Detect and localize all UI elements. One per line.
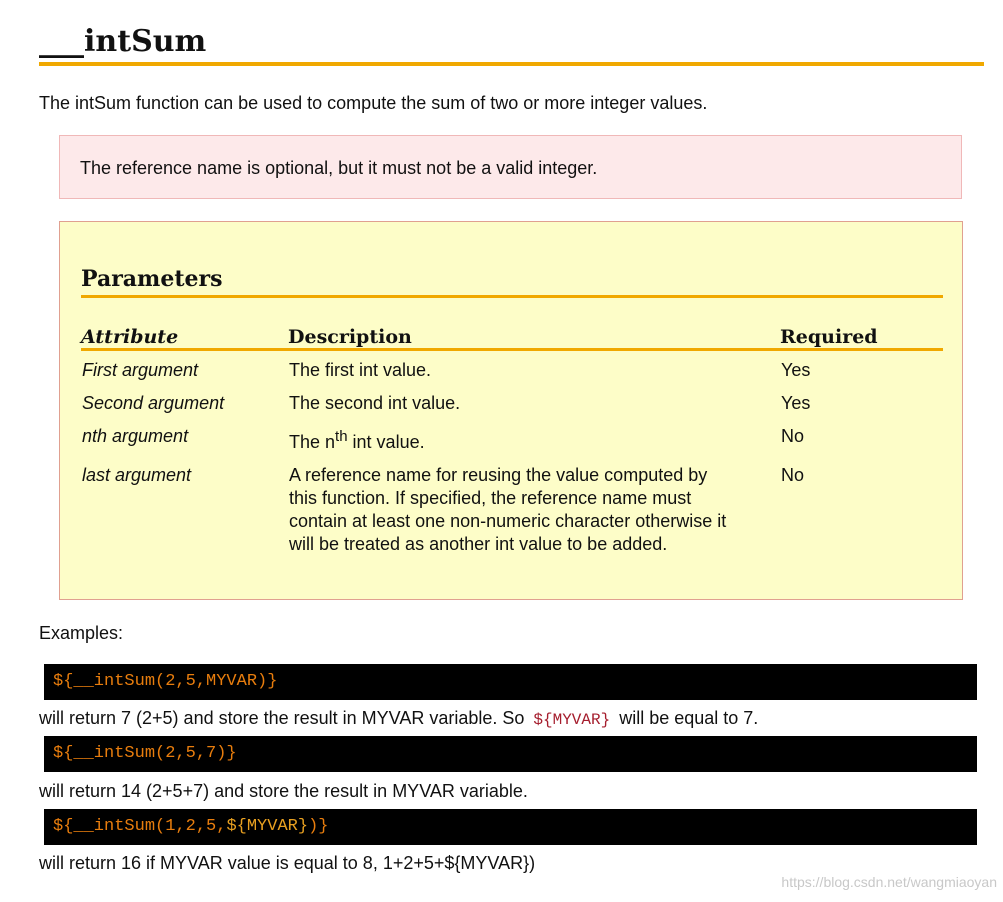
column-header-attribute: Attribute [81,320,288,350]
example-3-result: will return 16 if MYVAR value is equal to 8, 1+2+5+${MYVAR}) [39,853,536,873]
title-underline [39,62,984,66]
parameters-heading: Parameters [81,266,223,292]
row-attribute: Second argument [82,393,225,413]
row-attribute: last argument [82,465,192,485]
example-1-result [39,705,758,733]
column-header-description: Description [288,320,780,350]
row-attribute: First argument [82,360,199,380]
note-text: The reference name is optional, but it must not be a valid integer. [80,158,598,178]
code-example-3 [44,809,977,845]
watermark: https://blog.csdn.net/wangmiaoyan [781,874,997,890]
table-row [81,456,943,558]
note-box [59,135,962,199]
row-attribute: nth argument [82,426,189,446]
row-description-post: int value. [347,432,425,452]
code-text: ${__intSum(2,5,MYVAR)} [53,672,278,691]
result-text: will return 7 (2+5) and store the result in MYVAR variable. So [39,708,530,728]
code-text: ${__intSum(1,2,5, [53,817,227,836]
row-description-pre: The n [289,432,336,452]
row-description [288,417,780,456]
row-description: The first int value. [289,360,432,380]
inline-code: ${MYVAR} [533,711,611,729]
row-description-superscript: th [335,428,348,445]
example-2-result: will return 14 (2+5+7) and store the result in MYVAR variable. [39,781,528,801]
row-description: A reference name for reusing the value computed by this function. If specified, the reference name must contain at least one non-numeric character otherwise it will be treated as another int value to be added. [289,465,727,554]
code-example-1 [44,664,977,700]
row-required: No [781,426,805,446]
intro-text: The intSum function can be used to compute the sum of two or more integer values. [39,93,708,113]
code-variable: ${MYVAR} [226,817,309,836]
row-description: The second int value. [289,393,461,413]
table-header-row [81,320,943,350]
row-required: Yes [781,360,811,380]
result-text: will be equal to 7. [614,708,759,728]
code-example-2 [44,736,977,772]
row-required: No [781,465,805,485]
parameters-underline [81,295,943,298]
page-title: ___intSum [39,24,207,59]
table-row [81,350,943,385]
row-required: Yes [781,393,811,413]
code-text: ${__intSum(2,5,7)} [53,744,237,763]
parameters-box [59,221,963,600]
code-text: )} [308,817,329,836]
parameters-table [81,320,943,558]
column-header-required: Required [780,320,943,350]
table-row [81,384,943,417]
table-row [81,417,943,456]
examples-label: Examples: [39,623,124,643]
